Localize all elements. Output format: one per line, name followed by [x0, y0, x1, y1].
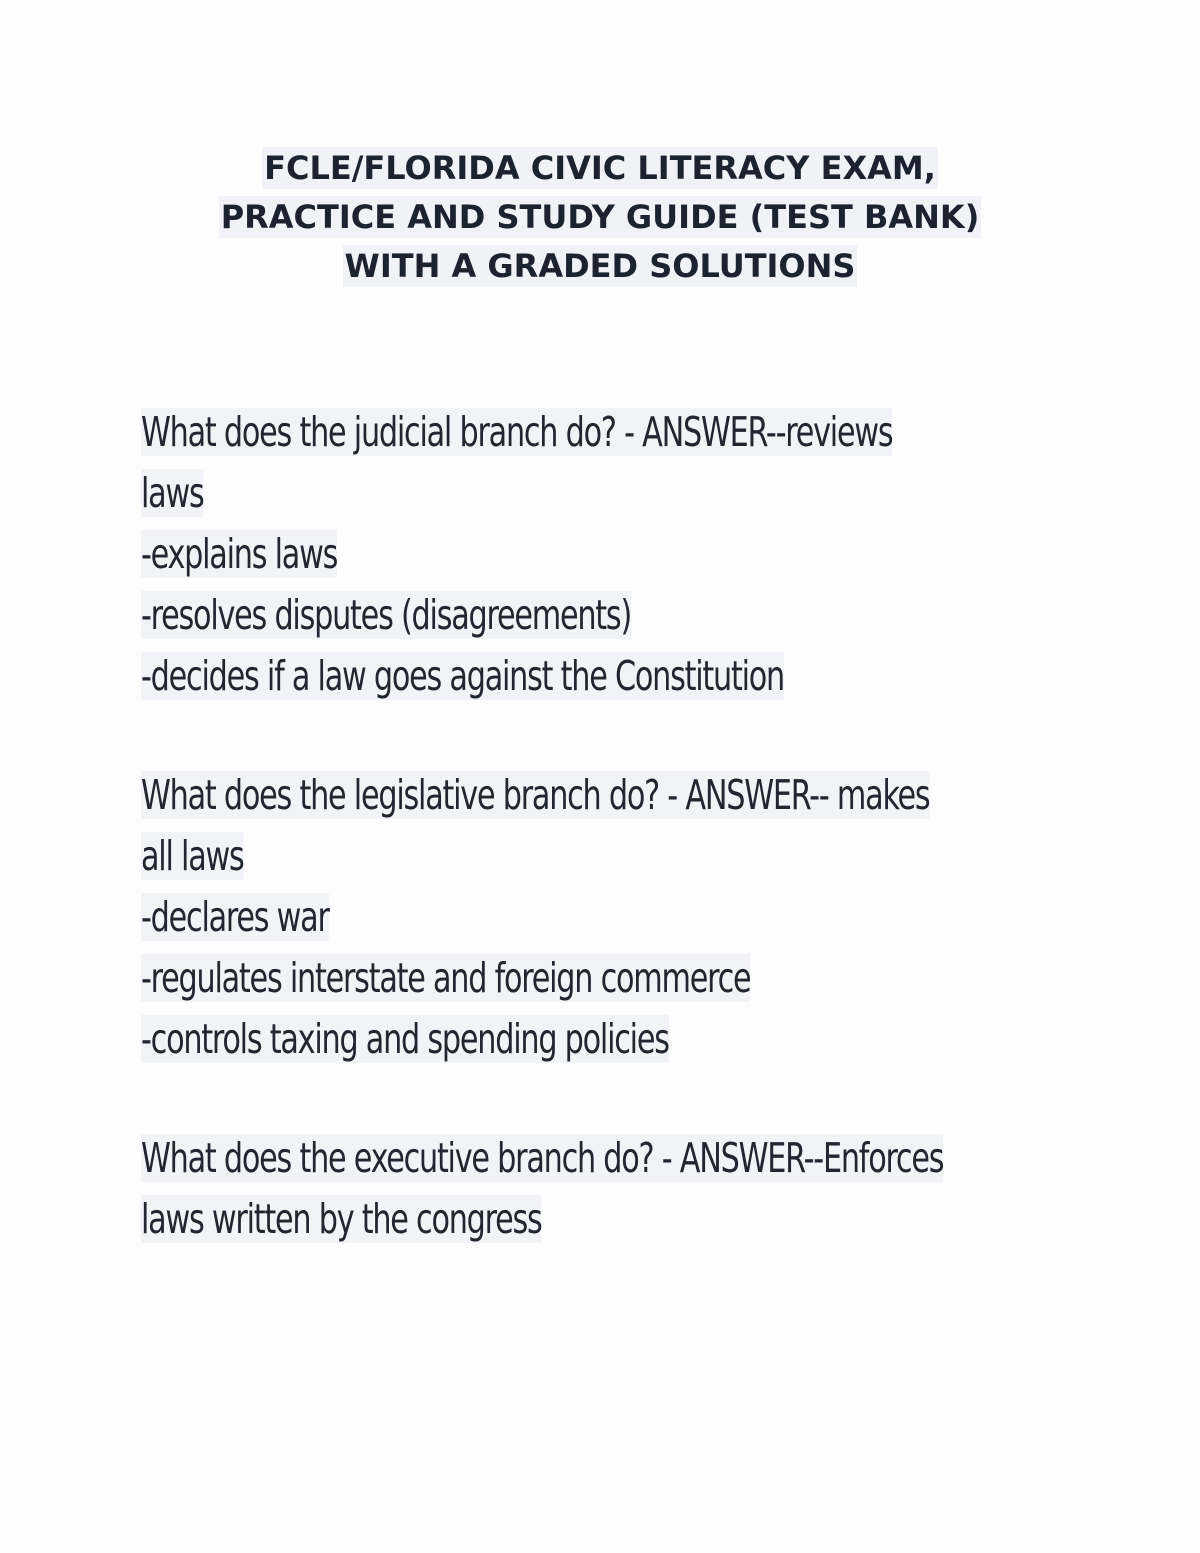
- qa-legislative-branch: [141, 765, 928, 1070]
- qa-line: -declares war: [141, 893, 329, 941]
- qa-executive-branch: [141, 1128, 944, 1250]
- qa-line: What does the executive branch do? - ANSWER--Enforces: [141, 1134, 944, 1182]
- qa-line: -regulates interstate and foreign commerce: [141, 954, 751, 1002]
- qa-line: all laws: [141, 832, 244, 880]
- qa-line: -decides if a law goes against the Constitution: [141, 652, 784, 700]
- qa-line: laws: [141, 469, 204, 517]
- qa-line: laws written by the congress: [141, 1195, 542, 1243]
- qa-line: -explains laws: [141, 530, 338, 578]
- qa-line: What does the legislative branch do? - ANSWER-- makes: [141, 771, 930, 819]
- qa-line: What does the judicial branch do? - ANSWER--reviews: [141, 408, 893, 456]
- title-line-1: FCLE/FLORIDA CIVIC LITERACY EXAM,: [264, 149, 936, 187]
- qa-line: -resolves disputes (disagreements): [141, 591, 632, 639]
- qa-line: -controls taxing and spending policies: [141, 1015, 669, 1063]
- qa-judicial-branch: [141, 402, 928, 707]
- document-title: [0, 144, 1200, 291]
- title-line-2: PRACTICE AND STUDY GUIDE (TEST BANK): [220, 198, 980, 236]
- title-line-3: WITH A GRADED SOLUTIONS: [344, 247, 856, 285]
